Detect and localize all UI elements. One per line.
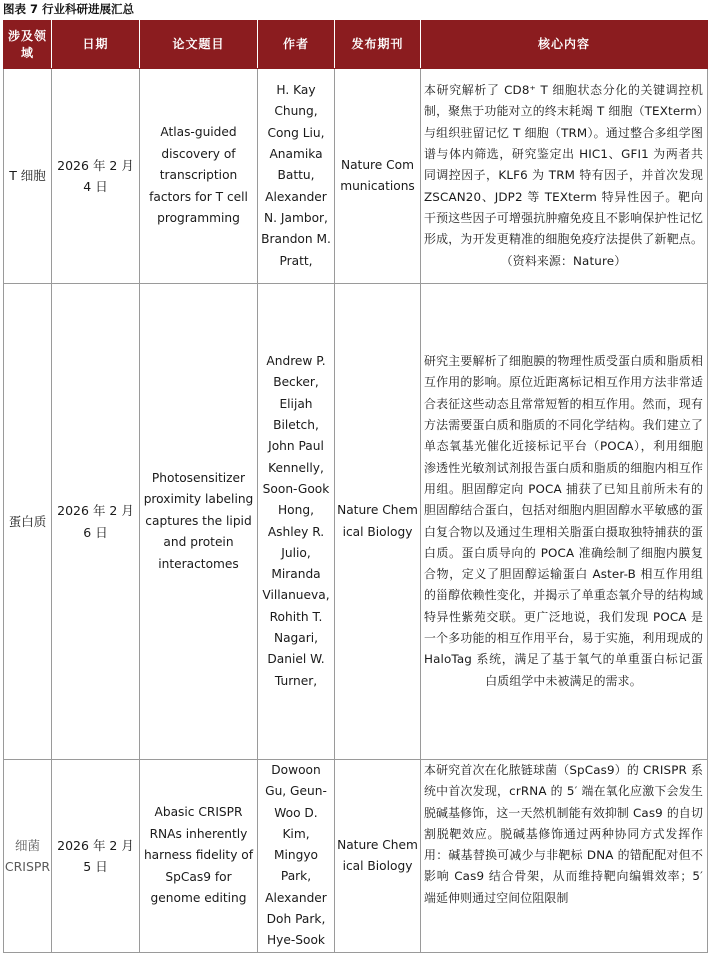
header-journal: 发布期刊 xyxy=(335,21,421,69)
journal-cell: Nature Communications xyxy=(335,69,421,284)
title-cell: Photosensitizer proximity labeling captures the lipid and protein interactomes xyxy=(140,284,258,760)
table-row xyxy=(4,760,708,953)
field-cell: T 细胞 xyxy=(4,69,52,284)
header-content: 核心内容 xyxy=(421,21,708,69)
table-row xyxy=(4,69,708,284)
content-cell: 研究主要解析了细胞膜的物理性质受蛋白质和脂质相互作用的影响。原位近距离标记相互作用方法非常适合表征这些动态且常常短暂的相互作用。然而，现有方法需要蛋白质和脂质的不同化学结构。我们建立了单态氧基光催化近接标记平台（POCA），利用细胞渗透性光敏剂试剂报告蛋白质和脂质的细胞内相互作用组。胆固醇定向 POCA 捕获了已知且前所未有的胆固醇结合蛋白，包括对细胞内胆固醇水平敏感的蛋白复合物以及通过生理相关脂蛋白摄取独特捕获的蛋白质。蛋白质导向的 POCA 准确绘制了细胞内膜复合物，定义了胆固醇运输蛋白 Aster-B 相互作用组的甾醇依赖性变化，并揭示了单重态氧介导的结构域特异性紫苑交联。更广泛地说，我们发现 POCA 是一个多功能的相互作用平台，易于实施，利用现成的 HaloTag 系统，满足了基于氧气的单重蛋白标记蛋白质组学中未被满足的需求。 xyxy=(421,284,708,760)
table-row xyxy=(4,284,708,760)
field-cell: 细菌 CRISPR xyxy=(4,760,52,953)
content-cell: 本研究解析了 CD8⁺ T 细胞状态分化的关键调控机制，聚焦于功能对立的终末耗竭 T 细胞（TEXterm）与组织驻留记忆 T 细胞（TRM）。通过整合多组学图谱与体内筛选，研究鉴定出 HIC1、GFI1 为两者共同调控因子，KLF6 为 TRM 特有因子，并首次发现 ZSCAN20、JDP2 等 TEXterm 特异性因子。靶向干预这些因子可增强抗肿瘤免疫且不影响保护性记忆形成，为开发更精准的细胞免疫疗法提供了新靶点。（资料来源：Nature） xyxy=(421,69,708,284)
journal-cell: Nature Chemical Biology xyxy=(335,284,421,760)
research-progress-table xyxy=(3,20,708,953)
title-cell: Atlas-guided discovery of transcription factors for T cell programming xyxy=(140,69,258,284)
figure-caption: 图表 7 行业科研进展汇总 xyxy=(3,2,135,16)
date-cell: 2026 年 2 月 5 日 xyxy=(52,760,140,953)
journal-cell: Nature Chemical Biology xyxy=(335,760,421,953)
authors-cell: Dowoon Gu, Geun-Woo D. Kim, Mingyo Park, Alexander Doh Park, Hye-Sook xyxy=(258,760,335,953)
header-title: 论文题目 xyxy=(140,21,258,69)
header-date: 日期 xyxy=(52,21,140,69)
authors-cell: Andrew P. Becker, Elijah Biletch, John Paul Kennelly, Soon-Gook Hong, Ashley R. Julio, Miranda Villanueva, Rohith T. Nagari, Daniel W. Turner, xyxy=(258,284,335,760)
field-cell: 蛋白质 xyxy=(4,284,52,760)
content-cell: 本研究首次在化脓链球菌（SpCas9）的 CRISPR 系统中首次发现，crRNA 的 5′ 端在氧化应激下会发生脱碱基修饰，这一天然机制能有效抑制 Cas9 的自切割脱靶效应。脱碱基修饰通过两种协同方式发挥作用：碱基替换可减少与非靶标 DNA 的错配配对但不影响 Cas9 结合骨架，从而维持靶向编辑效率；5′ 端延伸则通过空间位阻限制 xyxy=(421,760,708,953)
authors-cell: H. Kay Chung, Cong Liu, Anamika Battu, Alexander N. Jambor, Brandon M. Pratt, xyxy=(258,69,335,284)
table-header-row xyxy=(4,21,708,69)
date-cell: 2026 年 2 月 6 日 xyxy=(52,284,140,760)
header-authors: 作者 xyxy=(258,21,335,69)
title-cell: Abasic CRISPR RNAs inherently harness fidelity of SpCas9 for genome editing xyxy=(140,760,258,953)
header-field: 涉及领域 xyxy=(4,21,52,69)
date-cell: 2026 年 2 月 4 日 xyxy=(52,69,140,284)
